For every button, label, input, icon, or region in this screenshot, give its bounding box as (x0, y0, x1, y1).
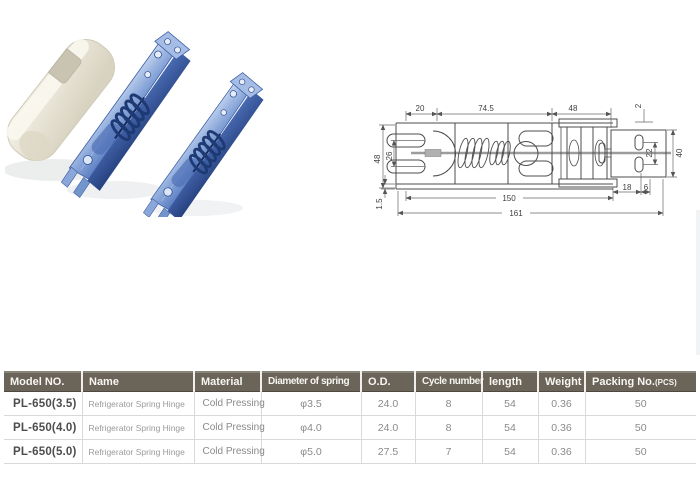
col-header-weight (538, 372, 585, 392)
cell-name: Refrigerator Spring Hinge (82, 440, 194, 464)
cell-material: Cold Pressing (194, 392, 261, 416)
table-row (4, 416, 696, 440)
dim-label-48-top: 48 (568, 104, 578, 113)
dim-label-150: 150 (502, 194, 516, 203)
product-photo (5, 12, 340, 217)
cell-length: 54 (482, 416, 538, 440)
col-header-diameter-label: Diameter of spring (268, 376, 350, 387)
cell-diameter: φ4.0 (261, 416, 361, 440)
col-header-cycle (415, 372, 482, 392)
cell-weight: 0.36 (538, 392, 585, 416)
cell-length: 54 (482, 392, 538, 416)
cell-cycle: 8 (415, 416, 482, 440)
col-header-packing (585, 372, 696, 392)
dim-label-22: 22 (645, 148, 654, 158)
cell-weight: 0.36 (538, 416, 585, 440)
col-header-weight-label: Weight (545, 375, 582, 388)
col-header-diameter (261, 372, 361, 392)
axis-block (425, 150, 441, 157)
cell-packing: 50 (585, 392, 696, 416)
cell-material: Cold Pressing (194, 440, 261, 464)
spec-table (4, 371, 696, 464)
cell-od: 24.0 (361, 392, 415, 416)
col-header-packing-label: Packing No. (592, 375, 655, 388)
technical-drawing (373, 3, 695, 235)
dim-label-20: 20 (415, 104, 425, 113)
cell-weight: 0.36 (538, 440, 585, 464)
dim-label-74-5: 74.5 (478, 104, 494, 113)
cell-name: Refrigerator Spring Hinge (82, 416, 194, 440)
col-header-length (482, 372, 538, 392)
dim-label-2: 2 (634, 103, 643, 109)
dim-label-161: 161 (509, 209, 523, 218)
cell-od: 27.5 (361, 440, 415, 464)
cell-diameter: φ5.0 (261, 440, 361, 464)
col-header-od-label: O.D. (368, 375, 391, 388)
cell-model: PL-650(5.0) (4, 440, 82, 464)
cell-cycle: 8 (415, 392, 482, 416)
product-photo-image (5, 12, 340, 217)
table-row (4, 440, 696, 464)
cell-diameter: φ3.5 (261, 392, 361, 416)
cell-packing: 50 (585, 440, 696, 464)
col-header-packing-sub: (PCS) (654, 377, 677, 387)
col-header-material (194, 372, 261, 392)
cell-material: Cold Pressing (194, 416, 261, 440)
col-header-material-label: Material (201, 375, 243, 388)
col-header-name (82, 372, 194, 392)
col-header-od (361, 372, 415, 392)
cell-packing: 50 (585, 416, 696, 440)
cell-model: PL-650(4.0) (4, 416, 82, 440)
dim-label-26: 26 (385, 151, 394, 161)
dimension-drawing (373, 3, 695, 235)
dim-label-1-5: 1.5 (375, 198, 384, 210)
col-header-name-label: Name (89, 375, 119, 388)
cell-cycle: 7 (415, 440, 482, 464)
dim-label-40: 40 (675, 148, 684, 158)
table-row (4, 392, 696, 416)
cell-name: Refrigerator Spring Hinge (82, 392, 194, 416)
dim-label-18: 18 (622, 183, 632, 192)
col-header-model (4, 372, 82, 392)
cell-model: PL-650(3.5) (4, 392, 82, 416)
scan-edge-artifact (696, 210, 700, 355)
col-header-length-label: length (489, 375, 522, 388)
cell-od: 24.0 (361, 416, 415, 440)
dim-label-6: 6 (643, 183, 649, 192)
cell-length: 54 (482, 440, 538, 464)
col-header-cycle-label: Cycle number (422, 376, 484, 387)
col-header-model-label: Model NO. (10, 375, 65, 388)
header-row (4, 372, 696, 392)
dim-label-48-left: 48 (373, 154, 382, 164)
